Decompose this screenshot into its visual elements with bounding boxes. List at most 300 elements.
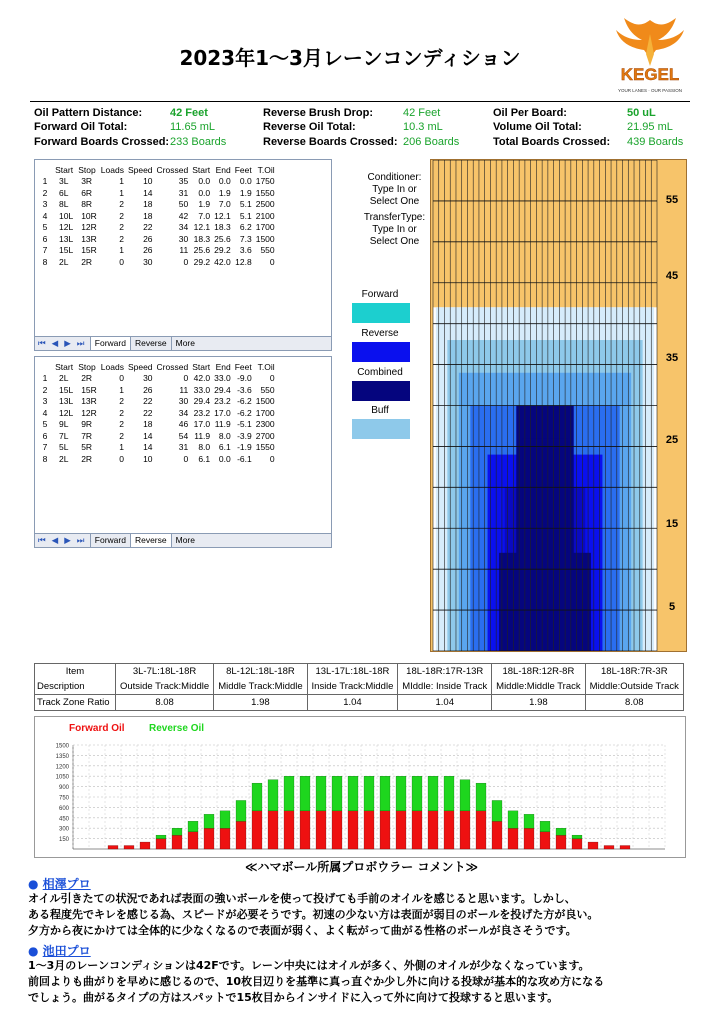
table-cell: 18 (143, 419, 153, 430)
stat-reverse-brush-drop: Reverse Brush Drop: 42 Feet (263, 107, 441, 119)
table-cell: 0 (119, 373, 124, 384)
column-header: Start (55, 361, 74, 372)
zone-desc: Middle:Outside Track (585, 679, 683, 695)
zone-ratio: 1.98 (214, 695, 307, 711)
comment-line: ある程度先でキレを感じる為、スピードが必要そうです。初速の少ない方は表面が弱目のボールを投げた方が良い。 (28, 908, 599, 921)
table-cell: -3.9 (237, 430, 252, 441)
legend-buff-swatch (352, 419, 410, 439)
y-tick-label: 1500 (55, 743, 69, 750)
table-cell: 550 (260, 384, 275, 395)
column-header: Start (192, 361, 211, 372)
table-row[interactable] (37, 176, 277, 188)
column-header: Speed (127, 164, 153, 175)
forward-oil-bar (172, 835, 182, 849)
comment-body-ikeda (28, 958, 698, 1006)
table-cell: 0.0 (239, 176, 252, 187)
table-cell: 2 (42, 187, 48, 198)
table-cell: 550 (260, 245, 275, 256)
table-row[interactable] (37, 407, 277, 419)
column-header: End (215, 164, 231, 175)
table-cell: 15R (81, 384, 97, 395)
reverse-oil-bar (204, 814, 214, 828)
reverse-oil-bar (156, 835, 166, 838)
y-tick-label: 150 (58, 837, 69, 844)
oil-chart (35, 717, 685, 857)
table-cell: 11 (179, 245, 189, 256)
table-cell: 2 (119, 430, 124, 441)
column-header: Stop (78, 164, 96, 175)
zone-item: 8L-12L:18L-18R (214, 664, 307, 680)
table-cell: 6L (59, 187, 69, 198)
forward-oil-bar (620, 846, 630, 849)
table-cell: -6.2 (237, 407, 252, 418)
comment-line: オイル引きたての状況であれば表面の強いボールを使って投げても手前のオイルを感じると思います。しかし、 (28, 892, 576, 905)
table-cell: 9R (81, 419, 93, 430)
legend-combined-label: Combined (357, 367, 403, 378)
tab-more[interactable]: More (171, 534, 199, 547)
table-cell: 30 (178, 396, 189, 407)
reverse-oil-bar (396, 776, 406, 811)
table-cell: 11.9 (214, 419, 231, 430)
table-cell: 0 (183, 453, 189, 464)
legend-reverse-swatch (352, 342, 410, 362)
table-cell: 0 (183, 256, 189, 267)
reverse-oil-bar (300, 776, 310, 811)
column-header: Loads (100, 361, 124, 372)
zone-desc: Inside Track:Middle (307, 679, 398, 695)
table-cell: 22 (143, 222, 153, 233)
table-cell: 14 (143, 442, 153, 453)
table-cell: 23.2 (193, 407, 211, 418)
table-cell: 1550 (255, 442, 275, 453)
column-header: Feet (234, 164, 252, 175)
table-row[interactable] (37, 442, 277, 454)
table-row[interactable] (37, 396, 277, 408)
zone-ratio: 8.08 (585, 695, 683, 711)
table-cell: 31 (178, 442, 189, 453)
zone-desc: Middle Track:Middle (214, 679, 307, 695)
table-cell: 1.9 (239, 187, 252, 198)
stat-forward-boards-crossed: Forward Boards Crossed: 233 Boards (34, 136, 227, 148)
zone-item: 3L-7L:18L-18R (115, 664, 213, 680)
table-cell: 1500 (255, 233, 275, 244)
table-row[interactable] (37, 256, 277, 268)
zone-desc-row (35, 679, 684, 695)
table-cell: 13R (81, 396, 97, 407)
column-header: Start (55, 164, 74, 175)
forward-oil-bar (588, 842, 598, 849)
bullet-icon: ● (28, 944, 39, 958)
column-header: End (215, 361, 231, 372)
table-cell: 7 (42, 442, 48, 453)
stat-oil-pattern-distance: Oil Pattern Distance: 42 Feet (34, 107, 208, 119)
column-header (37, 164, 53, 176)
y-tick-label: 1200 (55, 764, 69, 771)
table-cell: 33.0 (214, 373, 231, 384)
conditioner-label: Conditioner: (367, 172, 422, 183)
table-cell: 2100 (255, 210, 275, 221)
comment-line: 1～3月のレーンコンディションは42Fです。レーン中央にはオイルが多く、外側のオイルが少なくなっています。 (28, 959, 590, 972)
page-title: 2023年1～3月レーンコンディション (179, 46, 521, 70)
table-row[interactable] (37, 384, 277, 396)
table-cell: 3R (81, 176, 93, 187)
table-row[interactable] (37, 199, 277, 211)
next-record-icon[interactable]: ▶ (64, 338, 71, 348)
phoenix-logo-icon (610, 14, 690, 100)
table-cell: 22 (143, 407, 153, 418)
table-cell: 0.0 (198, 176, 211, 187)
table-cell: 3L (59, 176, 69, 187)
table-cell: 34 (178, 222, 189, 233)
lane-marker-25: 25 (665, 434, 679, 446)
table-cell: 2 (119, 222, 124, 233)
tab-reverse[interactable]: Reverse (130, 534, 171, 547)
table-cell: 13L (59, 396, 74, 407)
stat-reverse-boards-crossed: Reverse Boards Crossed: 206 Boards (263, 136, 460, 148)
reverse-oil-bar (332, 776, 342, 811)
comments-heading: ≪ハマボール所属プロボウラー コメント≫ (244, 860, 479, 874)
reverse-oil-bar (284, 776, 294, 811)
table-cell: 2L (59, 373, 69, 384)
column-header: Loads (100, 164, 124, 175)
forward-oil-bar (428, 811, 438, 849)
zone-ratio-row (35, 695, 684, 711)
table-cell: 7 (42, 245, 48, 256)
table-cell: 18 (143, 210, 153, 221)
lane-marker-35: 35 (665, 352, 679, 364)
lane-marker-45: 45 (665, 270, 679, 282)
transfer-type-label: TransferType: (363, 212, 426, 223)
table-row[interactable] (37, 373, 277, 385)
forward-oil-bar (140, 842, 150, 849)
table-cell: 26 (143, 384, 153, 395)
legend-reverse-label: Reverse (361, 328, 399, 339)
table-cell: 5R (81, 442, 93, 453)
table-row[interactable] (37, 430, 277, 442)
table-cell: 2 (119, 407, 124, 418)
table-cell: 2 (119, 199, 124, 210)
table-header-row (37, 361, 277, 373)
table-cell: -3.6 (237, 384, 252, 395)
stat-total-boards-crossed: Total Boards Crossed: 439 Boards (493, 136, 684, 148)
forward-oil-bar (188, 832, 198, 849)
first-record-icon[interactable]: ⏮ (38, 338, 46, 348)
table-cell: 1 (119, 176, 124, 187)
svg-text:KEGEL: KEGEL (620, 65, 680, 84)
forward-oil-bar (316, 811, 326, 849)
table-cell: 1500 (255, 396, 275, 407)
table-cell: 25.6 (193, 245, 211, 256)
table-cell: -6.1 (237, 453, 252, 464)
reverse-table (37, 361, 277, 465)
table-cell: 14 (143, 187, 153, 198)
forward-oil-bar (252, 811, 262, 849)
table-cell: 0.0 (218, 453, 231, 464)
table-row[interactable] (37, 419, 277, 431)
table-cell: 0.0 (218, 176, 231, 187)
table-cell: 6.1 (198, 453, 211, 464)
zone-ratio-label: Track Zone Ratio (35, 695, 116, 711)
table-cell: 13R (81, 233, 97, 244)
comment-line: 夕方から夜にかけては全体的に少なくなるので表面が弱く、よく転がって曲がる性格のボールが良さそうです。 (28, 924, 577, 937)
forward-oil-bar (492, 821, 502, 849)
table-cell: 4 (42, 210, 48, 221)
table-cell: 29.2 (193, 256, 211, 267)
table-cell: 1750 (255, 176, 275, 187)
table-cell: -1.9 (237, 442, 252, 453)
table-cell: 0 (119, 453, 124, 464)
table-cell: 3 (42, 199, 48, 210)
table-cell: 29.4 (214, 384, 231, 395)
table-cell: 26 (143, 233, 153, 244)
table-cell: 1 (119, 187, 124, 198)
table-cell: 15L (59, 384, 74, 395)
legend-forward-label: Forward (361, 289, 399, 300)
last-record-icon[interactable]: ⏭ (76, 535, 85, 545)
column-header: T.Oil (257, 164, 275, 175)
forward-oil-bar (236, 821, 246, 849)
table-cell: 2 (42, 384, 48, 395)
table-cell: 11 (179, 384, 189, 395)
forward-table-panel (34, 159, 332, 351)
reverse-oil-bar (556, 828, 566, 835)
table-cell: -9.0 (237, 373, 252, 384)
reverse-oil-bar (524, 814, 534, 828)
y-tick-label: 600 (58, 805, 69, 812)
forward-tab-bar (35, 336, 331, 350)
table-cell: 1 (119, 442, 124, 453)
table-cell: 2L (59, 453, 69, 464)
table-cell: 7R (81, 430, 93, 441)
zone-ratio: 1.04 (307, 695, 398, 711)
forward-oil-bar (396, 811, 406, 849)
table-cell: 1.9 (198, 199, 211, 210)
last-record-icon[interactable]: ⏭ (76, 338, 85, 348)
first-record-icon[interactable]: ⏮ (38, 535, 46, 545)
table-cell: 18 (143, 199, 153, 210)
table-cell: 22 (143, 396, 153, 407)
comment-line: 前回よりも曲がりを早めに感じるので、10枚目辺りを基準に真っ直ぐか少し外に向ける投球が基本的な攻め方になる (28, 975, 605, 988)
reverse-oil-bar (412, 776, 422, 811)
stat-forward-oil-total: Forward Oil Total: 11.65 mL (34, 121, 216, 133)
prev-record-icon[interactable]: ◀ (51, 535, 59, 545)
reverse-oil-bar (220, 811, 230, 828)
table-cell: 1 (42, 176, 48, 187)
reverse-oil-bar (428, 776, 438, 811)
table-row[interactable] (37, 187, 277, 199)
reverse-oil-bar (540, 821, 550, 831)
reverse-oil-bar (268, 780, 278, 811)
table-cell: 34 (178, 407, 189, 418)
table-cell: 12L (59, 407, 74, 418)
y-tick-label: 1350 (55, 753, 69, 760)
table-cell: 10 (143, 453, 153, 464)
table-cell: 33.0 (193, 384, 211, 395)
table-cell: 5 (42, 419, 48, 430)
table-cell: 29.2 (214, 245, 231, 256)
reverse-oil-bar (508, 811, 518, 828)
transfer-type-select[interactable]: Type In or Select One (369, 224, 420, 247)
table-cell: 6.1 (218, 442, 231, 453)
forward-oil-bar (220, 828, 230, 849)
lane-diagram (430, 159, 687, 652)
table-cell: 31 (178, 187, 189, 198)
reverse-oil-bar (252, 783, 262, 811)
forward-oil-bar (540, 832, 550, 849)
table-cell: 42.0 (193, 373, 211, 384)
table-cell: 5.1 (239, 199, 252, 210)
table-cell: 0 (269, 256, 275, 267)
table-cell: 0 (269, 453, 275, 464)
next-record-icon[interactable]: ▶ (64, 535, 71, 545)
zone-item: 18L-18R:17R-13R (398, 664, 492, 680)
table-cell: 6 (42, 430, 48, 441)
author-name: 池田プロ (42, 944, 91, 958)
tab-forward[interactable]: Forward (90, 534, 130, 547)
table-cell: 5L (59, 442, 69, 453)
table-cell: 1 (119, 384, 124, 395)
reverse-oil-bar (444, 776, 454, 811)
zone-desc: Middle:Middle Track (492, 679, 585, 695)
forward-oil-bar (524, 828, 534, 849)
author-name: 相澤プロ (42, 877, 91, 891)
table-cell: 6R (81, 187, 93, 198)
forward-oil-bar (476, 811, 486, 849)
reverse-oil-bar (460, 780, 470, 811)
table-cell: 12.1 (193, 222, 211, 233)
table-cell: 30 (143, 256, 153, 267)
table-cell: 54 (178, 430, 189, 441)
table-cell: 14 (143, 430, 153, 441)
prev-record-icon[interactable]: ◀ (51, 338, 59, 348)
table-cell: -5.1 (237, 419, 252, 430)
table-cell: 13L (59, 233, 74, 244)
forward-oil-bar (268, 811, 278, 849)
track-zone-table (34, 663, 684, 711)
legend-combined-swatch (352, 381, 410, 401)
table-cell: 1700 (255, 407, 275, 418)
table-cell: 6 (42, 233, 48, 244)
reverse-oil-bar (476, 783, 486, 811)
table-cell: -6.2 (237, 396, 252, 407)
y-tick-label: 750 (58, 795, 69, 802)
column-header: Crossed (156, 164, 189, 175)
table-cell: 0 (183, 373, 189, 384)
forward-oil-bar (156, 839, 166, 849)
reverse-oil-bar (380, 776, 390, 811)
svg-text:YOUR LANES · OUR PASSION: YOUR LANES · OUR PASSION (618, 88, 682, 93)
reverse-oil-bar (172, 828, 182, 835)
column-header: Feet (234, 361, 252, 372)
table-cell: 5.1 (239, 210, 252, 221)
lane-marker-55: 55 (665, 194, 679, 206)
header-divider (30, 101, 690, 102)
forward-oil-bar (124, 846, 134, 849)
table-cell: 8R (81, 199, 93, 210)
table-header-row (37, 164, 277, 176)
table-cell: 2700 (255, 430, 275, 441)
table-cell: 10R (81, 210, 97, 221)
forward-oil-bar (444, 811, 454, 849)
zone-desc: MIddle: Inside Track (398, 679, 492, 695)
zone-ratio: 1.04 (398, 695, 492, 711)
forward-oil-bar (364, 811, 374, 849)
zone-ratio: 8.08 (115, 695, 213, 711)
table-row[interactable] (37, 222, 277, 234)
table-cell: 4 (42, 407, 48, 418)
stat-reverse-oil-total: Reverse Oil Total: 10.3 mL (263, 121, 443, 133)
y-tick-label: 900 (58, 785, 69, 792)
zone-desc-label: Description (35, 679, 116, 695)
reverse-oil-bar (364, 776, 374, 811)
table-cell: 0 (269, 373, 275, 384)
comment-author-ikeda[interactable] (28, 942, 91, 959)
reverse-tab-bar (35, 533, 331, 547)
table-cell: 1700 (255, 222, 275, 233)
comment-line: でしょう。曲がるタイプの方はスパットで15枚目からインサイドに入って外に向けて投球すると思います。 (28, 991, 559, 1004)
tab-forward[interactable]: Forward (90, 337, 130, 350)
tab-more[interactable]: More (171, 337, 199, 350)
table-cell: 2L (59, 256, 69, 267)
table-cell: 30 (178, 233, 189, 244)
reverse-oil-bar (188, 821, 198, 831)
forward-oil-bar (380, 811, 390, 849)
table-cell: 12.1 (214, 210, 231, 221)
table-cell: 6.2 (239, 222, 252, 233)
oil-chart-panel (34, 716, 686, 858)
table-row[interactable] (37, 233, 277, 245)
conditioner-select[interactable]: Type In or Select One (369, 184, 420, 207)
legend-buff-label: Buff (371, 405, 389, 416)
table-cell: 2R (81, 373, 93, 384)
table-cell: 46 (178, 419, 189, 430)
table-cell: 2 (119, 419, 124, 430)
table-cell: 7.0 (198, 210, 211, 221)
table-cell: 50 (178, 199, 189, 210)
table-cell: 11.9 (194, 430, 211, 441)
stat-volume-oil-total: Volume Oil Total: 21.95 mL (493, 121, 673, 133)
table-cell: 2500 (255, 199, 275, 210)
zone-item-row (35, 664, 684, 680)
forward-oil-bar (460, 811, 470, 849)
column-header: Speed (127, 361, 153, 372)
table-cell: 9L (59, 419, 69, 430)
table-row[interactable] (37, 210, 277, 222)
reverse-oil-bar (492, 800, 502, 821)
comment-body-aizawa (28, 891, 698, 939)
table-cell: 8L (59, 199, 69, 210)
forward-oil-bar (332, 811, 342, 849)
reverse-table-panel (34, 356, 332, 548)
forward-oil-bar (556, 835, 566, 849)
forward-oil-bar (348, 811, 358, 849)
table-row[interactable] (37, 245, 277, 257)
comment-author-aizawa[interactable] (28, 875, 91, 892)
zone-item: 18L-18R:12R-8R (492, 664, 585, 680)
table-row[interactable] (37, 453, 277, 465)
table-cell: 2R (81, 453, 93, 464)
table-cell: 17.0 (214, 407, 231, 418)
zone-item: 18L-18R:7R-3R (585, 664, 683, 680)
table-cell: 15R (81, 245, 97, 256)
tab-reverse[interactable]: Reverse (130, 337, 171, 350)
forward-oil-bar (572, 839, 582, 849)
reverse-oil-bar (236, 800, 246, 821)
legend-forward-swatch (352, 303, 410, 323)
table-cell: 2 (119, 210, 124, 221)
reverse-oil-bar (572, 835, 582, 838)
table-cell: 7.0 (218, 199, 231, 210)
